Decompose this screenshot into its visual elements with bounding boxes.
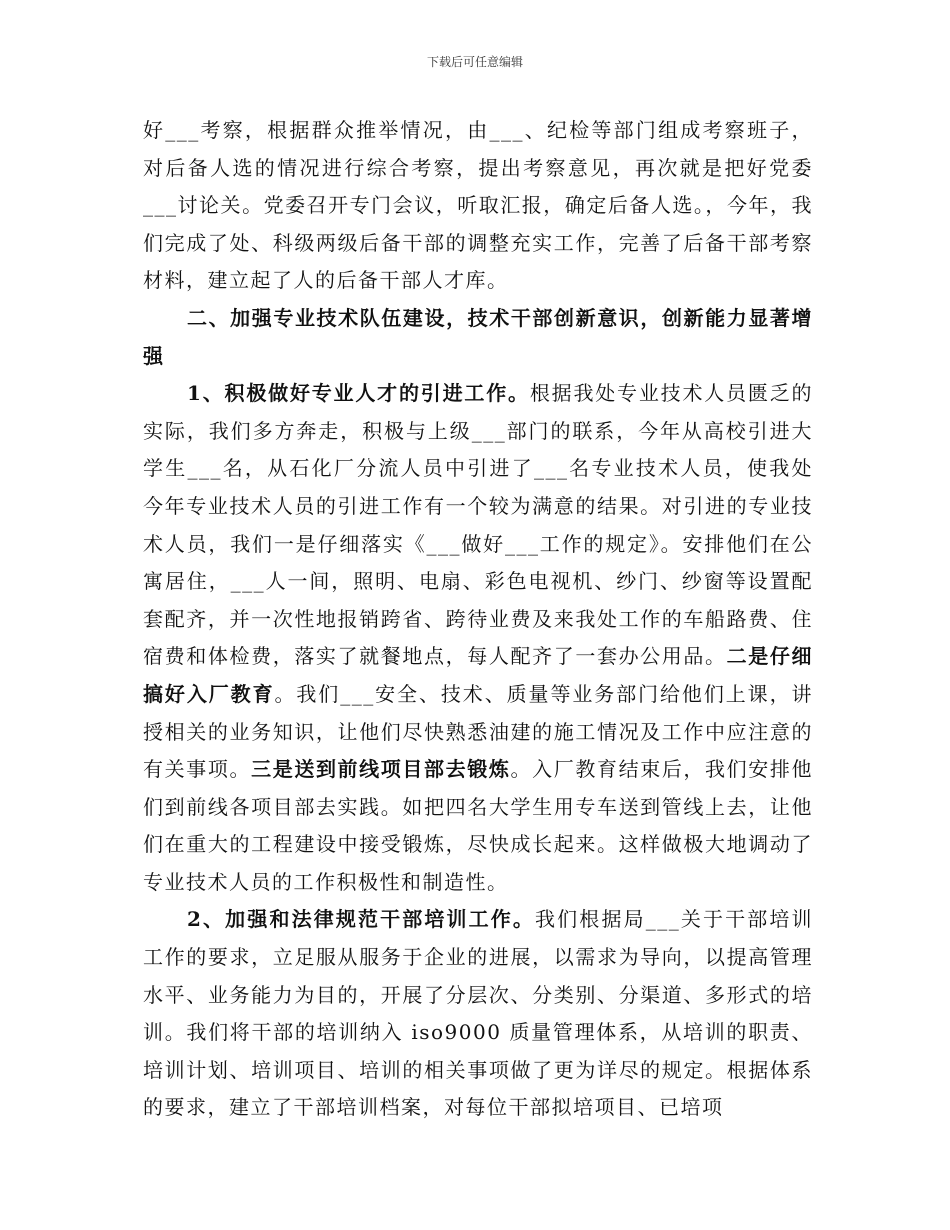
paragraph-text: 。入厂教育结束后，我们安排他们到前线各项目部去实践。如把四名大学生用专车送到管线上去，让他们在重大的工程建设中接受锻炼，尽快成长起来。这样做极大地调动了专业技术人员的工作积极性和制造性。 (143, 757, 814, 894)
subheading-1: 1、积极做好专业人才的引进工作。 (187, 381, 530, 406)
paragraph-text: 根据我处专业技术人员匮乏的实际，我们多方奔走，积极与上级___部门的联系，今年从高校引进大学生___名，从石化厂分流人员中引进了___名专业技术人员，使我处今年专业技术人员的引进工作有一个较为满意的结果。对引进的专业技术人员，我们一是仔细落实《___做好___工作的规定》。安排他们在公寓居住，___人一间，照明、电扇、彩色电视机、纱门、纱窗等设置配套配齐，并一次性地报销跨省、跨待业费及来我处工作的车船路费、住宿费和体检费，落实了就餐地点，每人配齐了一套办公用品。 (143, 381, 814, 669)
paragraph-text: 。我们___安全、技术、质量等业务部门给他们上课，讲授相关的业务知识，让他们尽快熟悉油建的施工情况及工作中应注意的有关事项。 (143, 681, 814, 782)
subheading-2: 2、加强和法律规范干部培训工作。 (187, 907, 536, 932)
page-header: 下载后可任意编辑 (426, 55, 523, 69)
section-heading-text: 二、加强专业技术队伍建设，技术干部创新意识，创新能力显著增强 (143, 305, 813, 368)
paragraph-3 (143, 375, 813, 901)
bold-phrase-2: 二是仔细搞好入厂教育 (143, 644, 814, 706)
paragraph-1 (143, 112, 813, 300)
document-body (143, 112, 813, 1127)
paragraph-text: 好___考察，根据群众推举情况，由___、纪检等部门组成考察班子，对后备人选的情况进行综合考察，提出考察意见，再次就是把好党委___讨论关。党委召开专门会议，听取汇报，确定后备人选。，今年，我们完成了处、科级两级后备干部的调整充实工作，完善了后备干部考察材料，建立起了人的后备干部人才库。 (143, 118, 813, 293)
paragraph-text: 我们根据局___关于干部培训工作的要求，立足服从服务于企业的进展，以需求为导向，以提高管理水平、业务能力为目的，开展了分层次、分类别、分渠道、多形式的培训。我们将干部的培训纳入 iso9000 质量管理体系，从培训的职责、培训计划、培训项目、培训的相关事项做了更为详尽的规定。根据体系的要求，建立了干部培训档案，对每位干部拟培项目、已培项 (143, 907, 814, 1120)
bold-phrase-3: 三是送到前线项目部去锻炼 (251, 757, 511, 782)
section-heading (143, 300, 813, 375)
paragraph-4 (143, 901, 813, 1127)
